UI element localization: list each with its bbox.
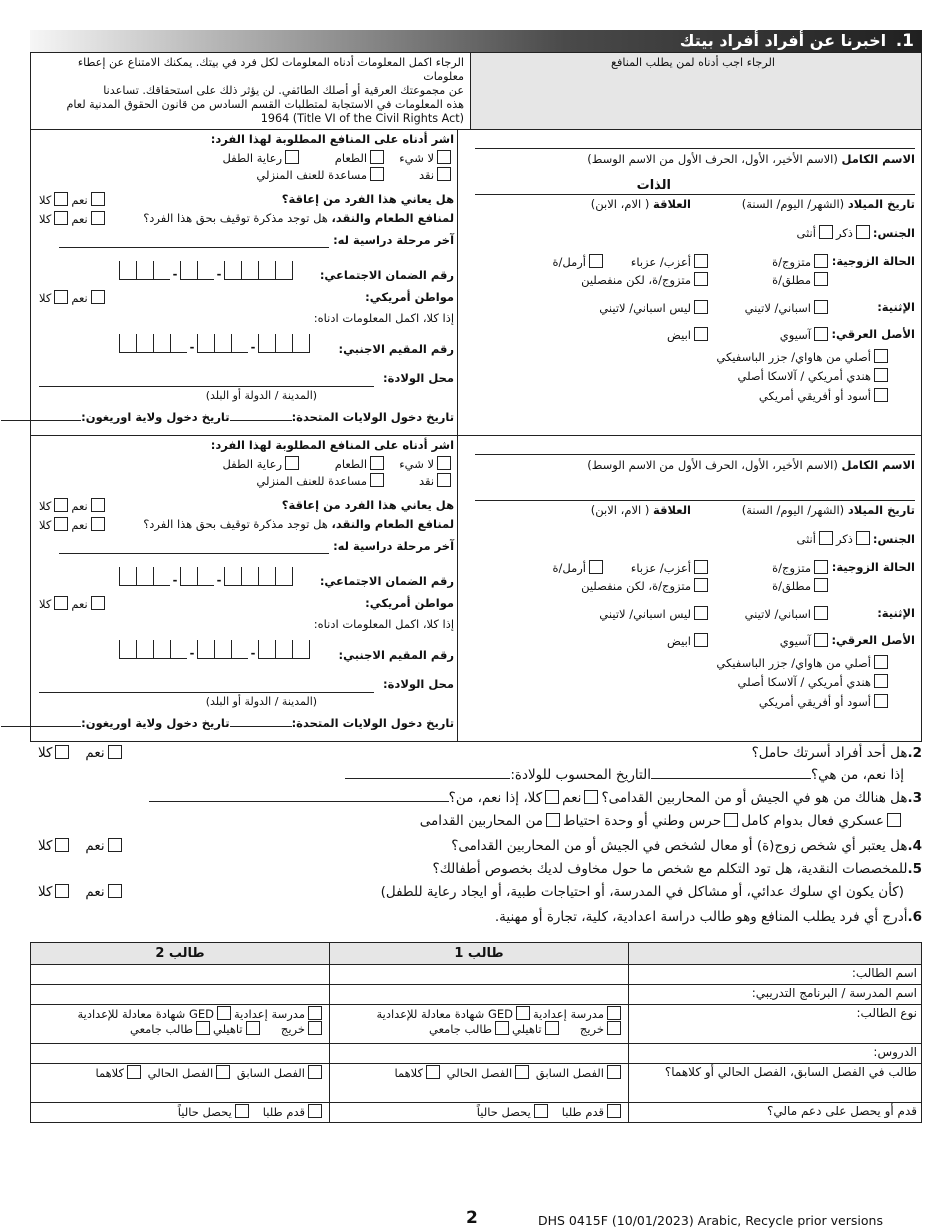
receiving-checkbox[interactable] [235, 1104, 249, 1118]
dv-help-checkbox[interactable] [370, 473, 384, 487]
single-checkbox[interactable] [694, 560, 708, 574]
citizen-hint: إذا كلا، اكمل المعلومات ادناه: [313, 311, 455, 325]
dob-hint: (الشهر/ اليوم/ السنة) [741, 503, 845, 517]
disability-no-checkbox[interactable] [54, 192, 68, 206]
no-label: كلا [39, 499, 52, 513]
q3-who: كلا، إذا نعم، من؟ [448, 790, 543, 806]
asian-checkbox[interactable] [814, 633, 828, 647]
cash-label: نقد [418, 168, 435, 182]
intro-instructions [31, 53, 471, 130]
row-label: قدم أو يحصل على دعم مالي؟ [629, 1103, 922, 1123]
row-label: الدروس: [629, 1044, 922, 1064]
gender-label: الجنس: [872, 226, 915, 240]
food-label: الطعام [334, 151, 368, 165]
none-label: لا شيء [399, 151, 435, 165]
student-1-name-cell[interactable] [330, 965, 629, 985]
student-1-aid-cell [330, 1103, 629, 1123]
no-label: كلا [39, 212, 52, 226]
ssn-boxes[interactable]: - - [119, 260, 293, 280]
person-benefits [31, 130, 457, 435]
guard-checkbox[interactable] [724, 813, 738, 827]
fullname-hint: (الاسم الأخير، الأول، الحرف الأول من الاسم الوسط) [587, 152, 838, 166]
none-checkbox[interactable] [437, 150, 451, 164]
black-label: أسود أو أفريقي أمريكي [758, 389, 871, 403]
intro-line: (Title VI of the Civil Rights Act) 1964 [260, 112, 464, 125]
applied-label: قدم طلبا [262, 1105, 305, 1119]
hispanic-label: اسباني/ لاتيني [744, 301, 811, 315]
dob-line[interactable] [475, 194, 915, 195]
none-label: لا شيء [399, 457, 435, 471]
dob-label: تاريخ الميلاد [847, 503, 915, 517]
person-benefits [31, 436, 457, 741]
curr-term-checkbox[interactable] [216, 1065, 230, 1079]
q4-no-checkbox[interactable] [55, 838, 69, 852]
race-label: الأصل العرقي: [831, 633, 915, 647]
q4-text: هل يعتبر أي شخص زوج(ة) أو معال لشخص في الجيش أو من المحاربين القدامى؟ [451, 838, 908, 854]
vocational-label: تاهيلي [213, 1022, 243, 1036]
q2-who: إذا نعم، من هي؟ [810, 767, 904, 783]
pacific-label: أصلي من هاواي/ جزر الباسفيكي [716, 656, 871, 670]
warrant-yes-checkbox[interactable] [91, 211, 105, 225]
curr-term-label: الفصل الحالي [446, 1066, 513, 1080]
table-row [31, 1005, 922, 1044]
q5-yes-checkbox[interactable] [108, 884, 122, 898]
prev-term-checkbox[interactable] [308, 1065, 322, 1079]
high-school-checkbox[interactable] [308, 1006, 322, 1020]
student-table [30, 942, 922, 1123]
q2-yes-checkbox[interactable] [108, 745, 122, 759]
college-checkbox[interactable] [196, 1021, 210, 1035]
childcare-checkbox[interactable] [285, 456, 299, 470]
intro-line: عن مجموعتك العرقية أو أصلك الطائفي. لن يؤثر ذلك على استحقاقك. تساعدنا [103, 84, 464, 97]
disability-yes-checkbox[interactable] [91, 498, 105, 512]
student-1-classes-cell[interactable] [330, 1044, 629, 1064]
hispanic-label: اسباني/ لاتيني [744, 607, 811, 621]
food-checkbox[interactable] [370, 456, 384, 470]
birthplace-label: محل الولادة: [383, 677, 455, 691]
birthplace-line[interactable] [39, 692, 374, 693]
table-row [31, 985, 922, 1005]
table-row [31, 1044, 922, 1064]
applied-label: قدم طلبا [561, 1105, 604, 1119]
alien-boxes[interactable]: - - [119, 333, 310, 353]
married-label: متزوج/ة [772, 255, 811, 269]
citizen-no-checkbox[interactable] [54, 290, 68, 304]
relation-value: الذات [636, 178, 671, 193]
student-1-school-cell[interactable] [330, 985, 629, 1005]
applied-checkbox[interactable] [607, 1104, 621, 1118]
both-checkbox[interactable] [127, 1065, 141, 1079]
student-2-header: طالب 2 [31, 943, 330, 965]
intro-table [30, 52, 922, 130]
warrant-question: هل توجد مذكرة توقيف بحق هذا الفرد؟ [143, 517, 332, 531]
high-school-label: مدرسة إعدادية [533, 1007, 604, 1021]
married-checkbox[interactable] [814, 254, 828, 268]
marital-label: الحالة الزوجية: [831, 254, 915, 268]
asian-label: آسيوي [779, 328, 811, 342]
page-number: 2 [466, 1208, 478, 1228]
citizen-hint: إذا كلا، اكمل المعلومات ادناه: [313, 617, 455, 631]
warrant-no-checkbox[interactable] [54, 517, 68, 531]
person-block-2 [30, 436, 922, 742]
vocational-label: تاهيلي [512, 1022, 542, 1036]
college-checkbox[interactable] [495, 1021, 509, 1035]
birthplace-line[interactable] [39, 386, 374, 387]
cash-label: نقد [418, 474, 435, 488]
single-checkbox[interactable] [694, 254, 708, 268]
pacific-checkbox[interactable] [874, 349, 888, 363]
food-label: الطعام [334, 457, 368, 471]
citizen-yes-checkbox[interactable] [91, 596, 105, 610]
food-checkbox[interactable] [370, 150, 384, 164]
intro-benefits-note [471, 53, 922, 130]
grade-label: آخر مرحلة دراسية له: [333, 539, 455, 553]
citizen-no-checkbox[interactable] [54, 596, 68, 610]
yes-label: نعم [71, 212, 88, 226]
female-checkbox[interactable] [819, 225, 833, 239]
white-label: ابيض [667, 328, 691, 342]
q6-text: أدرج أي فرد يطلب المنافع وهو طالب دراسة اعدادية، كلية، تجارة أو مهنية. [494, 909, 908, 925]
q5-no-checkbox[interactable] [55, 884, 69, 898]
or-entry-label: تاريخ دخول ولاية اوريغون: [81, 410, 230, 424]
no-label: كلا [38, 884, 53, 900]
cash-checkbox[interactable] [437, 473, 451, 487]
white-checkbox[interactable] [694, 327, 708, 341]
page [30, 30, 922, 1123]
childcare-label: رعاية الطفل [222, 151, 283, 165]
disability-no-checkbox[interactable] [54, 498, 68, 512]
female-label: أنثى [796, 226, 816, 240]
disability-question: هل يعاني هذا الفرد من إعاقة؟ [281, 192, 455, 206]
dv-help-checkbox[interactable] [370, 167, 384, 181]
form-id: DHS 0415F (10/01/2023) Arabic, Recycle prior versions [538, 1213, 883, 1228]
birthplace-hint: (المدينة / الدولة أو البلد) [205, 695, 318, 708]
native-label: هندي أمريكي / آلاسكا أصلي [737, 369, 871, 383]
no-label: كلا [39, 291, 52, 305]
ethnicity-label: الإثنية: [877, 300, 915, 314]
relation-label: العلاقة [653, 197, 691, 211]
row-label: طالب في الفصل السابق، الفصل الحالي أو كلاهما؟ [629, 1064, 922, 1103]
no-label: كلا [39, 518, 52, 532]
black-label: أسود أو أفريقي أمريكي [758, 695, 871, 709]
alien-label: رقم المقيم الاجنبي: [338, 648, 455, 662]
q2-number: 2. [907, 745, 922, 761]
benefits-label: اشر أدناه على المنافع المطلوبة لهذا الفرد: [210, 132, 455, 146]
cash-checkbox[interactable] [437, 167, 451, 181]
student-1-header: طالب 1 [330, 943, 629, 965]
person-identity [457, 130, 921, 435]
q5-number: 5. [907, 861, 922, 877]
married-label: متزوج/ة [772, 561, 811, 575]
relation-hint: ( الام، الابن) [590, 503, 650, 517]
grade-label: آخر مرحلة دراسية له: [333, 233, 455, 247]
student-2-aid-cell [31, 1103, 330, 1123]
q6-number: 6. [907, 909, 922, 925]
graduate-label: خريج [280, 1022, 305, 1036]
hispanic-checkbox[interactable] [814, 606, 828, 620]
row-label: اسم المدرسة / البرنامج التدريبي: [629, 985, 922, 1005]
yes-label: نعم [85, 838, 105, 854]
active-duty-label: عسكري فعال بدوام كامل [741, 813, 884, 829]
relation-label: العلاقة [653, 503, 691, 517]
header-empty [629, 943, 922, 965]
birthplace-label: محل الولادة: [383, 371, 455, 385]
widowed-checkbox[interactable] [589, 254, 603, 268]
fullname-hint: (الاسم الأخير، الأول، الحرف الأول من الاسم الوسط) [587, 458, 838, 472]
widowed-label: أرمل/ة [552, 255, 586, 269]
student-2-type-cell [31, 1005, 330, 1044]
prev-term-checkbox[interactable] [607, 1065, 621, 1079]
disability-question: هل يعاني هذا الفرد من إعاقة؟ [281, 498, 455, 512]
us-entry-label: تاريخ دخول الولايات المتحدة: [291, 410, 455, 424]
no-label: كلا [38, 745, 53, 761]
us-entry-label: تاريخ دخول الولايات المتحدة: [291, 716, 455, 730]
receiving-label: يحصل حالياً [476, 1105, 531, 1119]
student-1-term-cell [330, 1064, 629, 1103]
both-label: كلاهما [394, 1066, 423, 1080]
fullname-label: الاسم الكامل [841, 458, 915, 472]
single-label: أعزب/ عزباء [630, 255, 691, 269]
childcare-checkbox[interactable] [285, 150, 299, 164]
ssn-label: رقم الضمان الاجتماعي: [319, 268, 455, 282]
applied-checkbox[interactable] [308, 1104, 322, 1118]
q5-examples: (كأن يكون اي سلوك عدائي، أو مشاكل في المدرسة، أو احتياجات طبية، أو ايجاد رعاية للطفل) [380, 884, 904, 900]
native-checkbox[interactable] [874, 674, 888, 688]
asian-label: آسيوي [779, 634, 811, 648]
yes-label: نعم [85, 745, 105, 761]
fullname-line[interactable] [475, 148, 915, 149]
not-hispanic-checkbox[interactable] [694, 606, 708, 620]
yes-label: نعم [71, 597, 88, 611]
native-checkbox[interactable] [874, 368, 888, 382]
dv-help-label: مساعدة للعنف المنزلي [256, 168, 368, 182]
section-number: 1. [895, 31, 914, 51]
yes-label: نعم [71, 193, 88, 207]
receiving-label: يحصل حالياً [177, 1105, 232, 1119]
black-checkbox[interactable] [874, 388, 888, 402]
childcare-label: رعاية الطفل [222, 457, 283, 471]
veteran-checkbox[interactable] [546, 813, 560, 827]
intro-line: الرجاء اكمل المعلومات أدناه المعلومات لكل فرد في بيتك. يمكنك الامتناع عن إعطاء معلومات [77, 56, 464, 83]
person-identity [457, 436, 921, 741]
section-1-header [30, 30, 922, 52]
vocational-checkbox[interactable] [545, 1021, 559, 1035]
citizen-label: مواطن أمريكي: [365, 290, 455, 304]
no-label: كلا [39, 193, 52, 207]
q3-no-checkbox[interactable] [545, 790, 559, 804]
student-2-name-cell[interactable] [31, 965, 330, 985]
yes-label: نعم [85, 884, 105, 900]
person-block-1 [30, 130, 922, 436]
widowed-checkbox[interactable] [589, 560, 603, 574]
pacific-checkbox[interactable] [874, 655, 888, 669]
ssn-label: رقم الضمان الاجتماعي: [319, 574, 455, 588]
marital-label: الحالة الزوجية: [831, 560, 915, 574]
hispanic-checkbox[interactable] [814, 300, 828, 314]
or-entry-label: تاريخ دخول ولاية اوريغون: [81, 716, 230, 730]
married-checkbox[interactable] [814, 560, 828, 574]
no-label: كلا [39, 597, 52, 611]
curr-term-checkbox[interactable] [515, 1065, 529, 1079]
separated-label: متزوج/ة، لكن منفصلين [581, 579, 691, 593]
white-label: ابيض [667, 634, 691, 648]
graduate-checkbox[interactable] [308, 1021, 322, 1035]
ged-label: GED شهادة معادلة للإعدادية [77, 1007, 215, 1021]
q2-no-checkbox[interactable] [55, 745, 69, 759]
citizen-yes-checkbox[interactable] [91, 290, 105, 304]
receiving-checkbox[interactable] [534, 1104, 548, 1118]
q2-due-date: التاريخ المحسوب للولادة: [510, 767, 651, 783]
table-row [31, 1103, 922, 1123]
graduate-label: خريج [579, 1022, 604, 1036]
ssn-boxes[interactable]: - - [119, 566, 293, 586]
grade-line[interactable] [59, 247, 329, 248]
yes-label: نعم [71, 291, 88, 305]
disability-yes-checkbox[interactable] [91, 192, 105, 206]
student-2-term-cell [31, 1064, 330, 1103]
both-label: كلاهما [95, 1066, 124, 1080]
fullname-line[interactable] [475, 454, 915, 455]
row-label: نوع الطالب: [629, 1005, 922, 1044]
female-label: أنثى [796, 532, 816, 546]
widowed-label: أرمل/ة [552, 561, 586, 575]
no-label: كلا [38, 838, 53, 854]
section-title: اخبرنا عن أفراد أفراد بيتك [679, 31, 887, 50]
yes-label: نعم [71, 499, 88, 513]
divorced-checkbox[interactable] [814, 272, 828, 286]
not-hispanic-checkbox[interactable] [694, 300, 708, 314]
yes-label: نعم [562, 790, 582, 806]
race-label: الأصل العرقي: [831, 327, 915, 341]
relation-hint: ( الام، الابن) [590, 197, 650, 211]
questions [30, 742, 922, 942]
college-label: طالب جامعي [428, 1022, 492, 1036]
dob-label: تاريخ الميلاد [847, 197, 915, 211]
veteran-label: من المحاربين القدامى [419, 813, 544, 829]
divorced-checkbox[interactable] [814, 578, 828, 592]
not-hispanic-label: ليس اسباني/ لاتيني [599, 301, 691, 315]
ged-checkbox[interactable] [516, 1006, 530, 1020]
dob-line[interactable] [475, 500, 915, 501]
student-1-type-cell [330, 1005, 629, 1044]
graduate-checkbox[interactable] [607, 1021, 621, 1035]
grade-line[interactable] [59, 553, 329, 554]
dv-help-label: مساعدة للعنف المنزلي [256, 474, 368, 488]
intro-left-text: الرجاء اجب أدناه لمن يطلب المنافع [611, 56, 775, 69]
row-label: اسم الطالب: [629, 965, 922, 985]
male-label: ذكر [835, 226, 853, 240]
student-2-classes-cell[interactable] [31, 1044, 330, 1064]
alien-label: رقم المقيم الاجنبي: [338, 342, 455, 356]
ged-label: GED شهادة معادلة للإعدادية [376, 1007, 514, 1021]
prev-term-label: الفصل السابق [535, 1066, 604, 1080]
citizen-label: مواطن أمريكي: [365, 596, 455, 610]
fullname-label: الاسم الكامل [841, 152, 915, 166]
student-2-school-cell[interactable] [31, 985, 330, 1005]
high-school-checkbox[interactable] [607, 1006, 621, 1020]
divorced-label: مطلق/ة [772, 579, 811, 593]
female-checkbox[interactable] [819, 531, 833, 545]
q3-number: 3. [907, 790, 922, 806]
not-hispanic-label: ليس اسباني/ لاتيني [599, 607, 691, 621]
separated-checkbox[interactable] [694, 578, 708, 592]
intro-line: هذه المعلومات في الاستجابة لمتطلبات القسم السادس من قانون الحقوق المدنية لعام [66, 98, 464, 111]
ged-checkbox[interactable] [217, 1006, 231, 1020]
active-duty-checkbox[interactable] [887, 813, 901, 827]
ethnicity-label: الإثنية: [877, 606, 915, 620]
birthplace-hint: (المدينة / الدولة أو البلد) [205, 389, 318, 402]
black-checkbox[interactable] [874, 694, 888, 708]
white-checkbox[interactable] [694, 633, 708, 647]
alien-boxes[interactable]: - - [119, 639, 310, 659]
pacific-label: أصلي من هاواي/ جزر الباسفيكي [716, 350, 871, 364]
warrant-yes-checkbox[interactable] [91, 517, 105, 531]
male-checkbox[interactable] [856, 225, 870, 239]
benefits-label: اشر أدناه على المنافع المطلوبة لهذا الفرد: [210, 438, 455, 452]
single-label: أعزب/ عزباء [630, 561, 691, 575]
separated-label: متزوج/ة، لكن منفصلين [581, 273, 691, 287]
male-checkbox[interactable] [856, 531, 870, 545]
warrant-question-bold: لمنافع الطعام والنقد، [331, 517, 455, 531]
native-label: هندي أمريكي / آلاسكا أصلي [737, 675, 871, 689]
guard-label: حرس وطني أو وحدة احتياط [563, 813, 722, 829]
both-checkbox[interactable] [426, 1065, 440, 1079]
q5-text: للمخصصات النقدية، هل تود التكلم مع شخص ما حول مخاوف لديك بخصوص أطفالك؟ [432, 861, 908, 877]
high-school-label: مدرسة إعدادية [234, 1007, 305, 1021]
table-row [31, 1064, 922, 1103]
asian-checkbox[interactable] [814, 327, 828, 341]
q4-yes-checkbox[interactable] [108, 838, 122, 852]
q3-yes-checkbox[interactable] [584, 790, 598, 804]
warrant-question-bold: لمنافع الطعام والنقد، [331, 211, 455, 225]
warrant-question: هل توجد مذكرة توقيف بحق هذا الفرد؟ [143, 211, 332, 225]
warrant-no-checkbox[interactable] [54, 211, 68, 225]
college-label: طالب جامعي [129, 1022, 193, 1036]
prev-term-label: الفصل السابق [236, 1066, 305, 1080]
table-row [31, 965, 922, 985]
curr-term-label: الفصل الحالي [147, 1066, 214, 1080]
vocational-checkbox[interactable] [246, 1021, 260, 1035]
q3-text: هل هنالك من هو في الجيش أو من المحاربين القدامى؟ [601, 790, 908, 806]
divorced-label: مطلق/ة [772, 273, 811, 287]
gender-label: الجنس: [872, 532, 915, 546]
male-label: ذكر [835, 532, 853, 546]
q4-number: 4. [907, 838, 922, 854]
yes-label: نعم [71, 518, 88, 532]
none-checkbox[interactable] [437, 456, 451, 470]
separated-checkbox[interactable] [694, 272, 708, 286]
q2-text: هل أحد أفراد أسرتك حامل؟ [751, 745, 908, 761]
dob-hint: (الشهر/ اليوم/ السنة) [741, 197, 845, 211]
